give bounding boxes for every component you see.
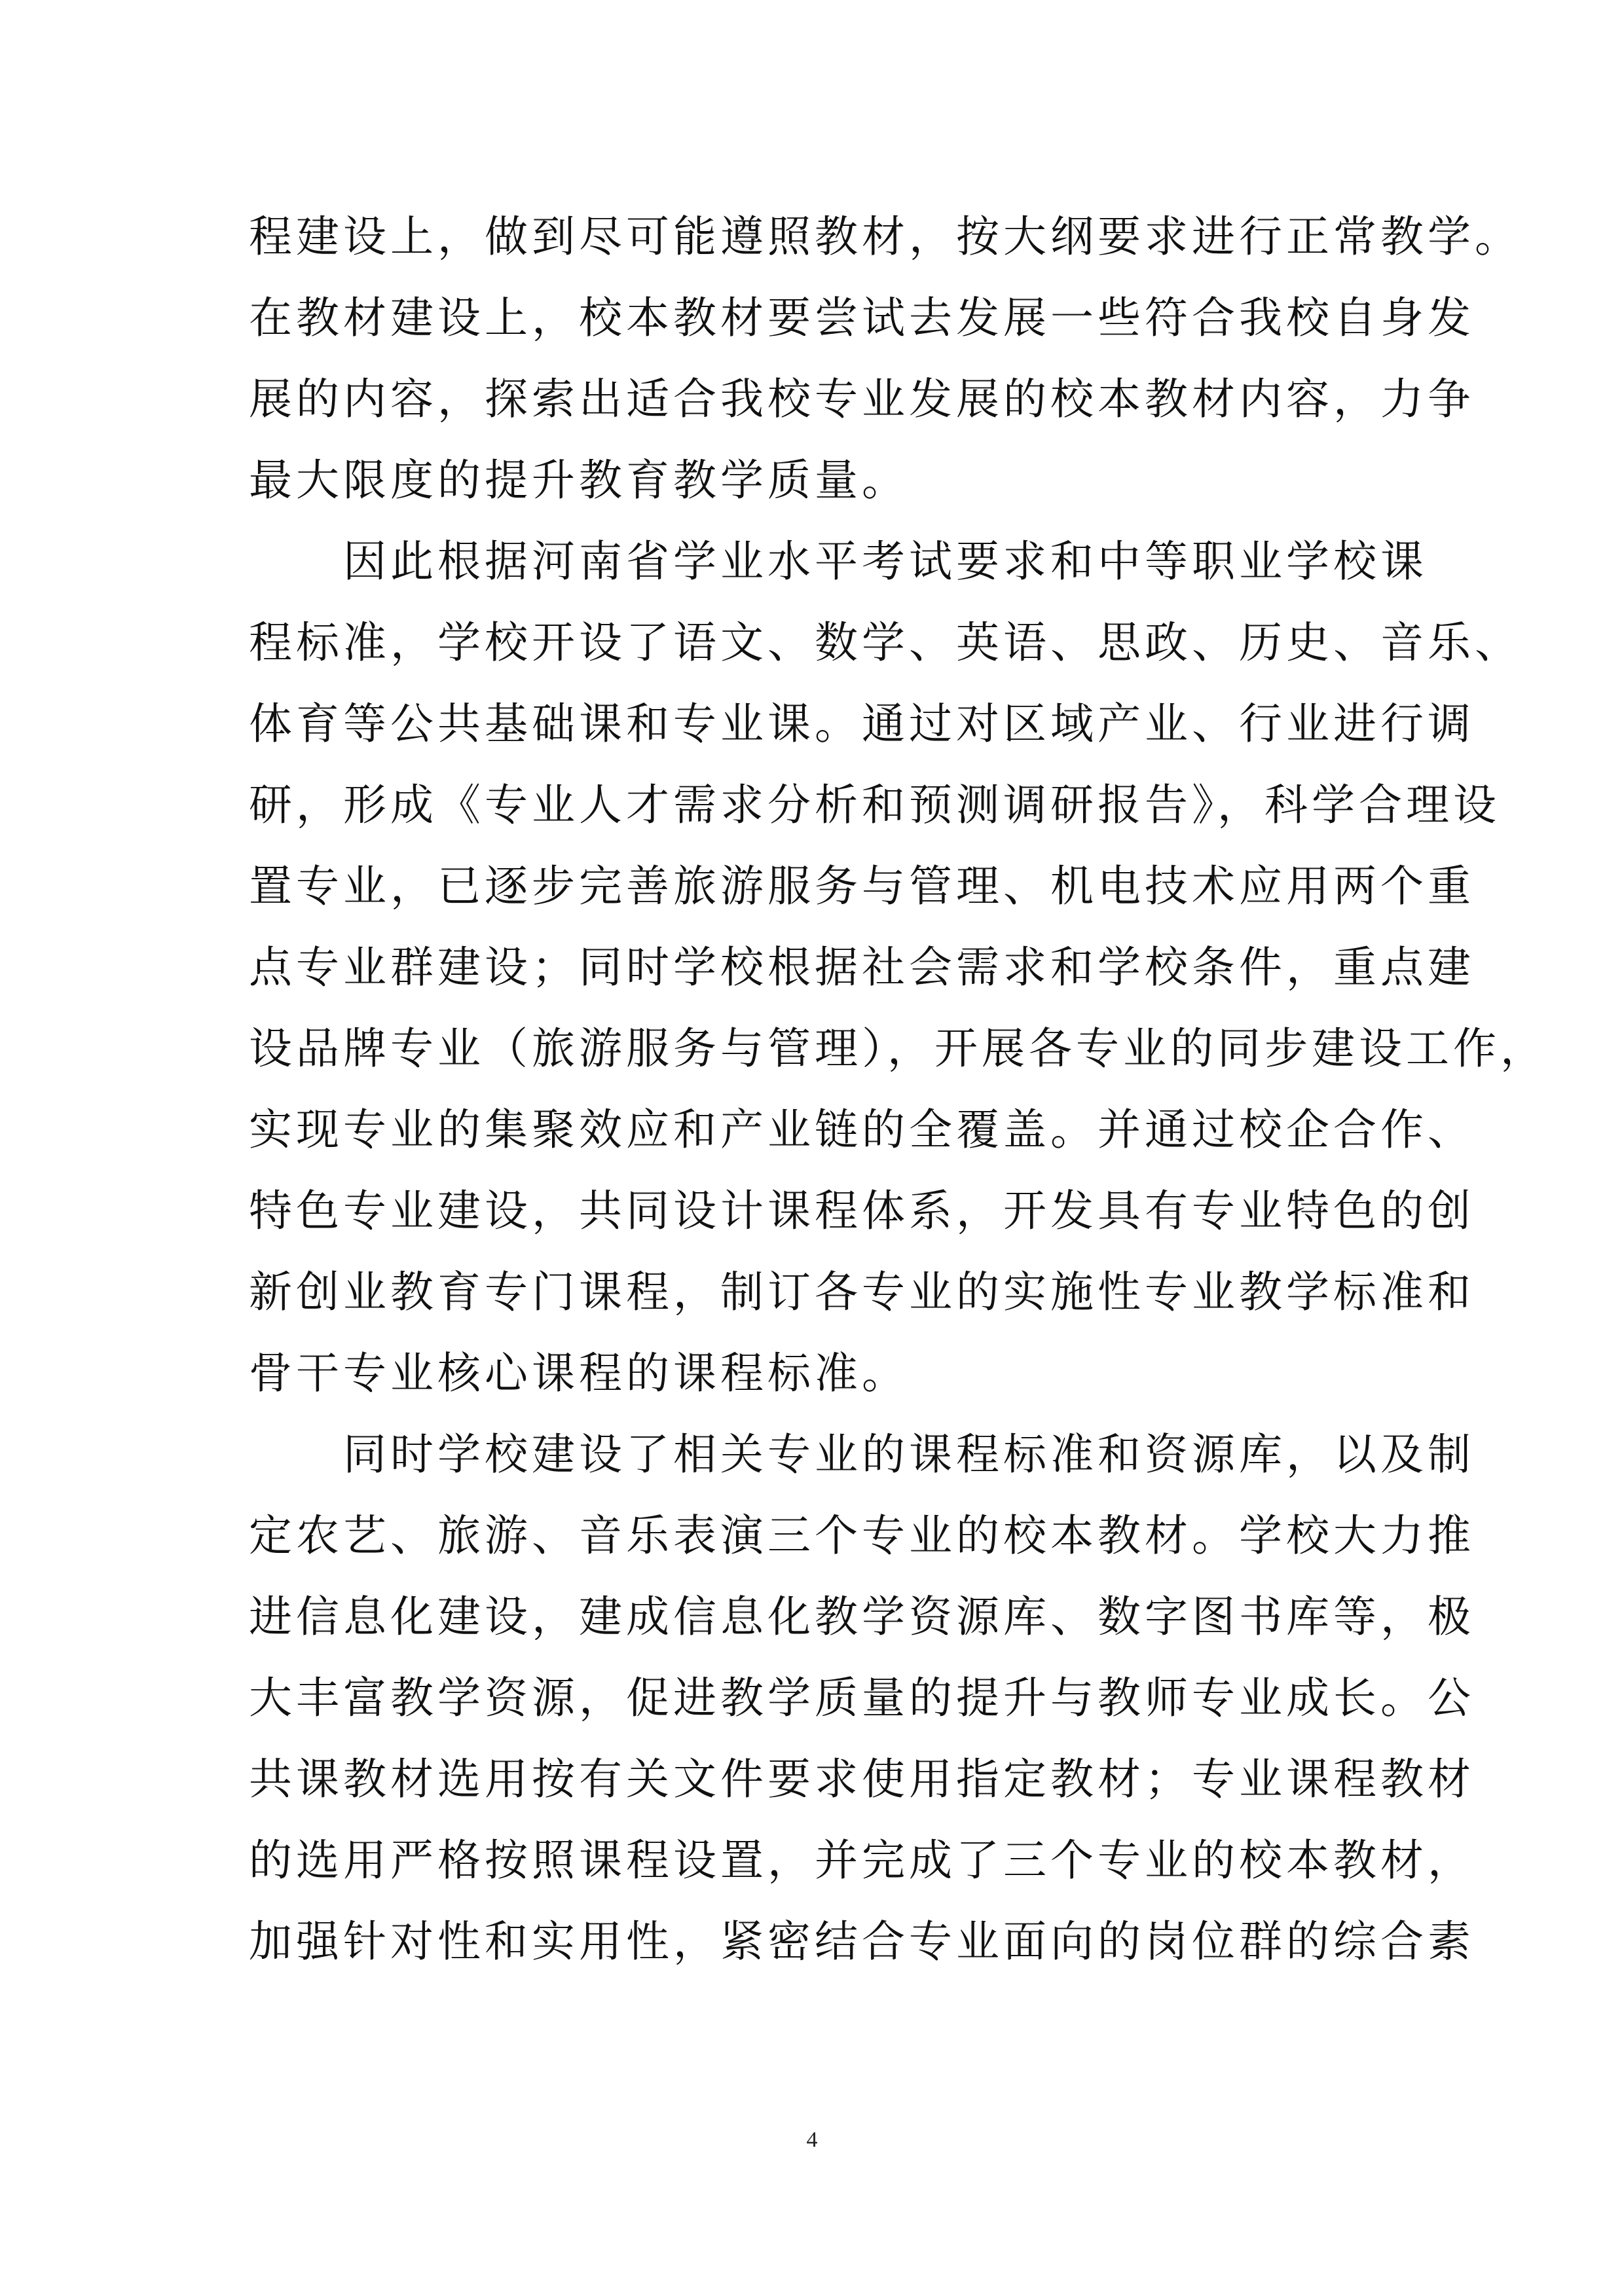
paragraph-1 <box>249 196 1522 521</box>
text-line: 骨干专业核心课程的课程标准。 <box>249 1348 909 1398</box>
text-line: 因此根据河南省学业水平考试要求和中等职业学校课 <box>343 536 1428 587</box>
text-line: 点专业群建设；同时学校根据社会需求和学校条件，重点建 <box>249 942 1475 993</box>
text-line: 展的内容，探索出适合我校专业发展的校本教材内容，力争 <box>249 374 1475 424</box>
text-line: 最大限度的提升教育教学质量。 <box>249 455 909 505</box>
text-line: 实现专业的集聚效应和产业链的全覆盖。并通过校企合作、 <box>249 1104 1475 1155</box>
text-line: 定农艺、旅游、音乐表演三个专业的校本教材。学校大力推 <box>249 1510 1475 1561</box>
page-number: 4 <box>806 2128 818 2152</box>
document-body <box>249 196 1547 1982</box>
paragraph-2 <box>249 521 1547 1414</box>
text-line: 共课教材选用按有关文件要求使用指定教材；专业课程教材 <box>249 1754 1475 1804</box>
text-line: 同时学校建设了相关专业的课程标准和资源库，以及制 <box>343 1429 1475 1480</box>
text-line: 大丰富教学资源，促进教学质量的提升与教师专业成长。公 <box>249 1673 1475 1723</box>
text-line: 程标准，学校开设了语文、数学、英语、思政、历史、音乐、 <box>249 617 1522 668</box>
text-line: 进信息化建设，建成信息化教学资源库、数字图书库等，极 <box>249 1592 1475 1642</box>
text-line: 加强针对性和实用性，紧密结合专业面向的岗位群的综合素 <box>249 1916 1475 1967</box>
text-line: 新创业教育专门课程，制订各专业的实施性专业教学标准和 <box>249 1267 1475 1317</box>
text-line: 研，形成《专业人才需求分析和预测调研报告》，科学合理设 <box>249 780 1500 830</box>
paragraph-3 <box>249 1414 1475 1982</box>
text-line: 设品牌专业（旅游服务与管理），开展各专业的同步建设工作， <box>249 1023 1547 1074</box>
text-line: 置专业，已逐步完善旅游服务与管理、机电技术应用两个重 <box>249 861 1475 911</box>
text-line: 的选用严格按照课程设置，并完成了三个专业的校本教材， <box>249 1835 1475 1886</box>
text-line: 在教材建设上，校本教材要尝试去发展一些符合我校自身发 <box>249 293 1475 343</box>
text-line: 特色专业建设，共同设计课程体系，开发具有专业特色的创 <box>249 1186 1475 1236</box>
text-line: 程建设上，做到尽可能遵照教材，按大纲要求进行正常教学。 <box>249 211 1522 262</box>
text-line: 体育等公共基础课和专业课。通过对区域产业、行业进行调 <box>249 699 1475 749</box>
